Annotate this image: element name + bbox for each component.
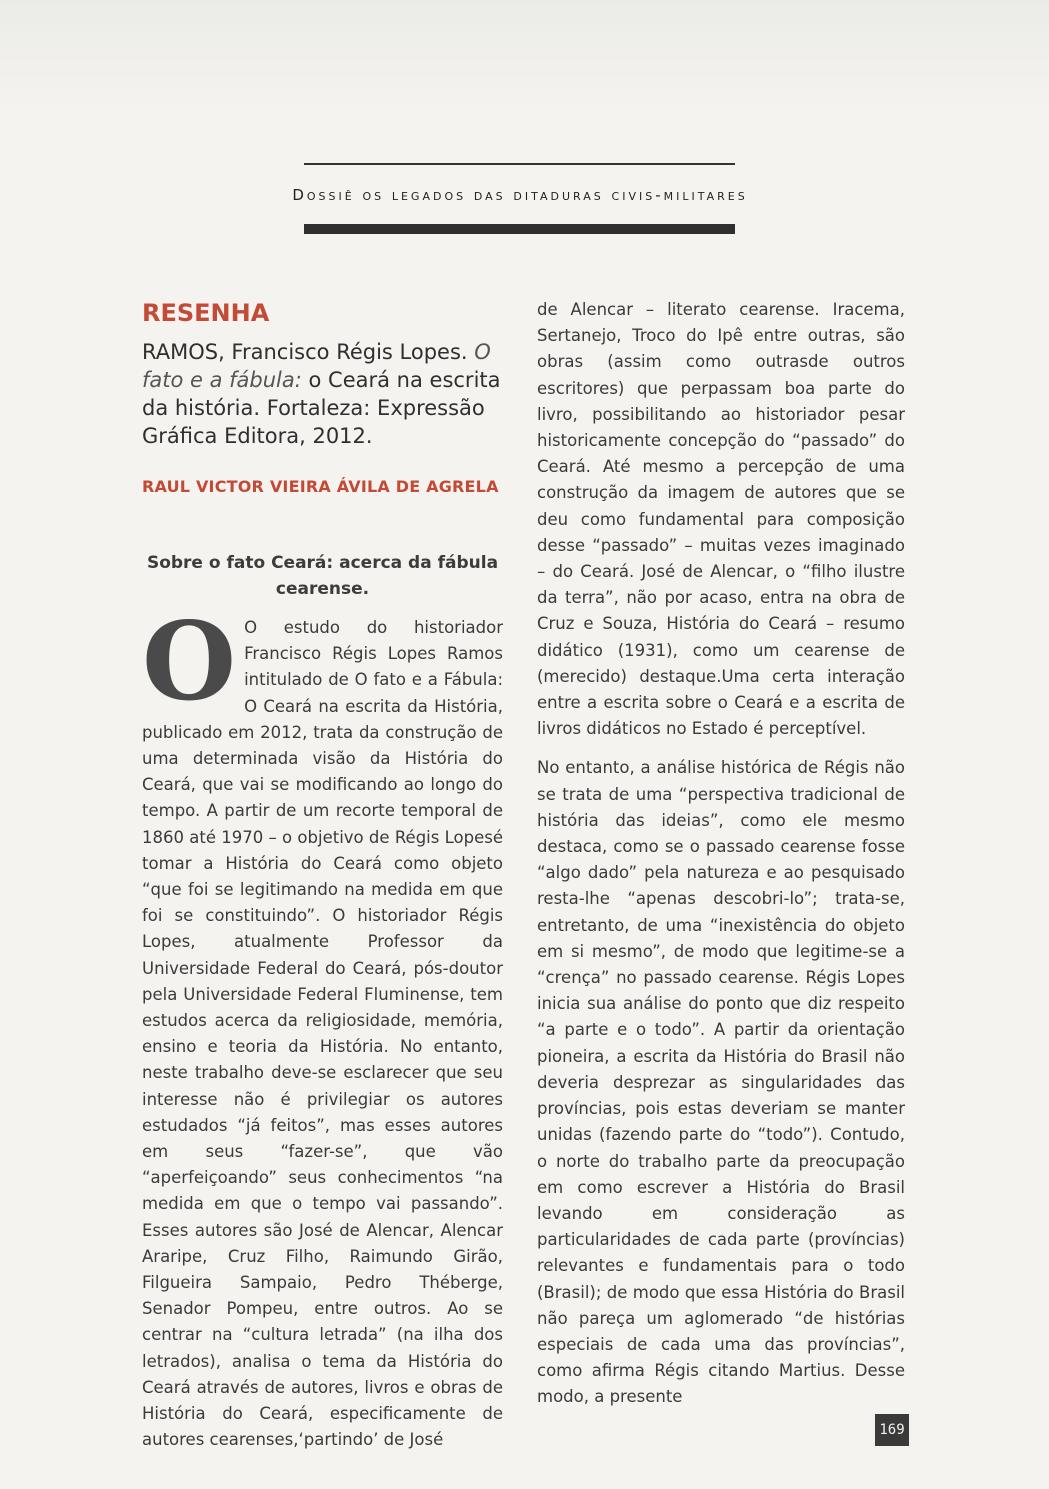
citation-author: RAMOS, Francisco Régis Lopes. [142,340,475,364]
body-paragraph-right-2: No entanto, a análise histórica de Régis não se trata de uma “perspectiva tradicional de história das ideias”, como ele mesmo destaca, como se o passado cearense fosse “algo dado” pela natureza e ao pesquisado resta-lhe “apenas descobri-lo”; trata-se, entretanto, de uma “inexistência do objeto em si mesmo”, de modo que legitime-se a “crença” no passado cearense. Régis Lopes inicia sua análise do ponto que diz respeito “a parte e o todo”. A partir da orientação pioneira, a escrita da História do Brasil não deveria desprezar as singularidades das províncias, pois estas deveriam se manter unidas (fazendo parte do “todo”). Contudo, o norte do trabalho parte da preocupação em como escrever a História do Brasil levando em consideração as particularidades de cada parte (províncias) relevantes e fundamentais para o todo (Brasil); de modo que essa História do Brasil não pareça um aglomerado “de histórias especiais de cada uma das províncias”, como afirma Régis citando Martius. Desse modo, a presente [537,758,905,1407]
header-rule-thick [304,224,735,234]
dossie-title: Dossiê os legados das ditaduras civis-militares [292,186,748,204]
review-subtitle: Sobre o fato Ceará: acerca da fábula cearense. [146,553,499,599]
citation-publisher: . Fortaleza: Expressão Gráfica Editora, 2012. [142,396,485,448]
left-column [142,296,503,1454]
header-rule-thin [304,163,735,165]
right-column [537,297,905,1411]
citation-subtitle: o Ceará na escrita da história [142,368,501,420]
dropcap: O [142,599,237,725]
review-author: RAUL VICTOR VIEIRA ÁVILA DE AGRELA [142,477,499,496]
section-label: RESENHA [142,299,270,327]
citation-title: O fato e a fábula: [142,340,491,392]
page-number: 169 [875,1414,909,1446]
body-paragraph-right-1: de Alencar – literato cearense. Iracema, Sertanejo, Troco do Ipê entre outras, são obras (assim como outrasde outros escritores) que perpassam boa parte do livro, possibilitando ao historiador pesar historicamente concepção do “passado” do Ceará. Até mesmo a percepção de uma construção da imagem de autores que se deu como fundamental para composição desse “passado” – muitas vezes imaginado – do Ceará. José de Alencar, o “filho ilustre da terra”, não por acaso, entra na obra de Cruz e Souza, História do Ceará – resumo didático (1931), como um cearense de (merecido) destaque.Uma certa interação entre a escrita sobre o Ceará e a escrita de livros didáticos no Estado é perceptível. [537,300,905,739]
body-paragraph-left [142,599,503,1454]
top-shade [0,0,1049,110]
left-body-text: O estudo do historiador Francisco Régis Lopes Ramos intitulado de O fato e a Fábula: O Ceará na escrita da História, publicado em 2012, trata da construção de uma determinada visão da História do Ceará, que vai se modificando ao longo do tempo. A partir de um recorte temporal de 1860 até 1970 – o objetivo de Régis Lopesé tomar a História do Ceará como objeto “que foi se legitimando na medida em que foi se constituindo”. O historiador Régis Lopes, atualmente Professor da Universidade Federal do Ceará, pós-doutor pela Universidade Federal Fluminense, tem estudos acerca da religiosidade, memória, ensino e teoria da História. No entanto, neste trabalho deve-se esclarecer que seu interesse não é privilegiar os autores estudados “já feitos”, mas esses autores em seus “fazer-se”, que vão “aperfeiçoando” seus conhecimentos “na medida em que o tempo vai passando”. Esses autores são José de Alencar, Alencar Araripe, Cruz Filho, Raimundo Girão, Filgueira Sampaio, Pedro Théberge, Senador Pompeu, entre outros. Ao se centrar na “cultura letrada” (na ilha dos letrados), analisa o tema da História do Ceará através de autores, livros e obras de História do Ceará, especificamente de autores cearenses,‘partindo’ de José [142,618,503,1450]
book-citation [142,338,503,450]
